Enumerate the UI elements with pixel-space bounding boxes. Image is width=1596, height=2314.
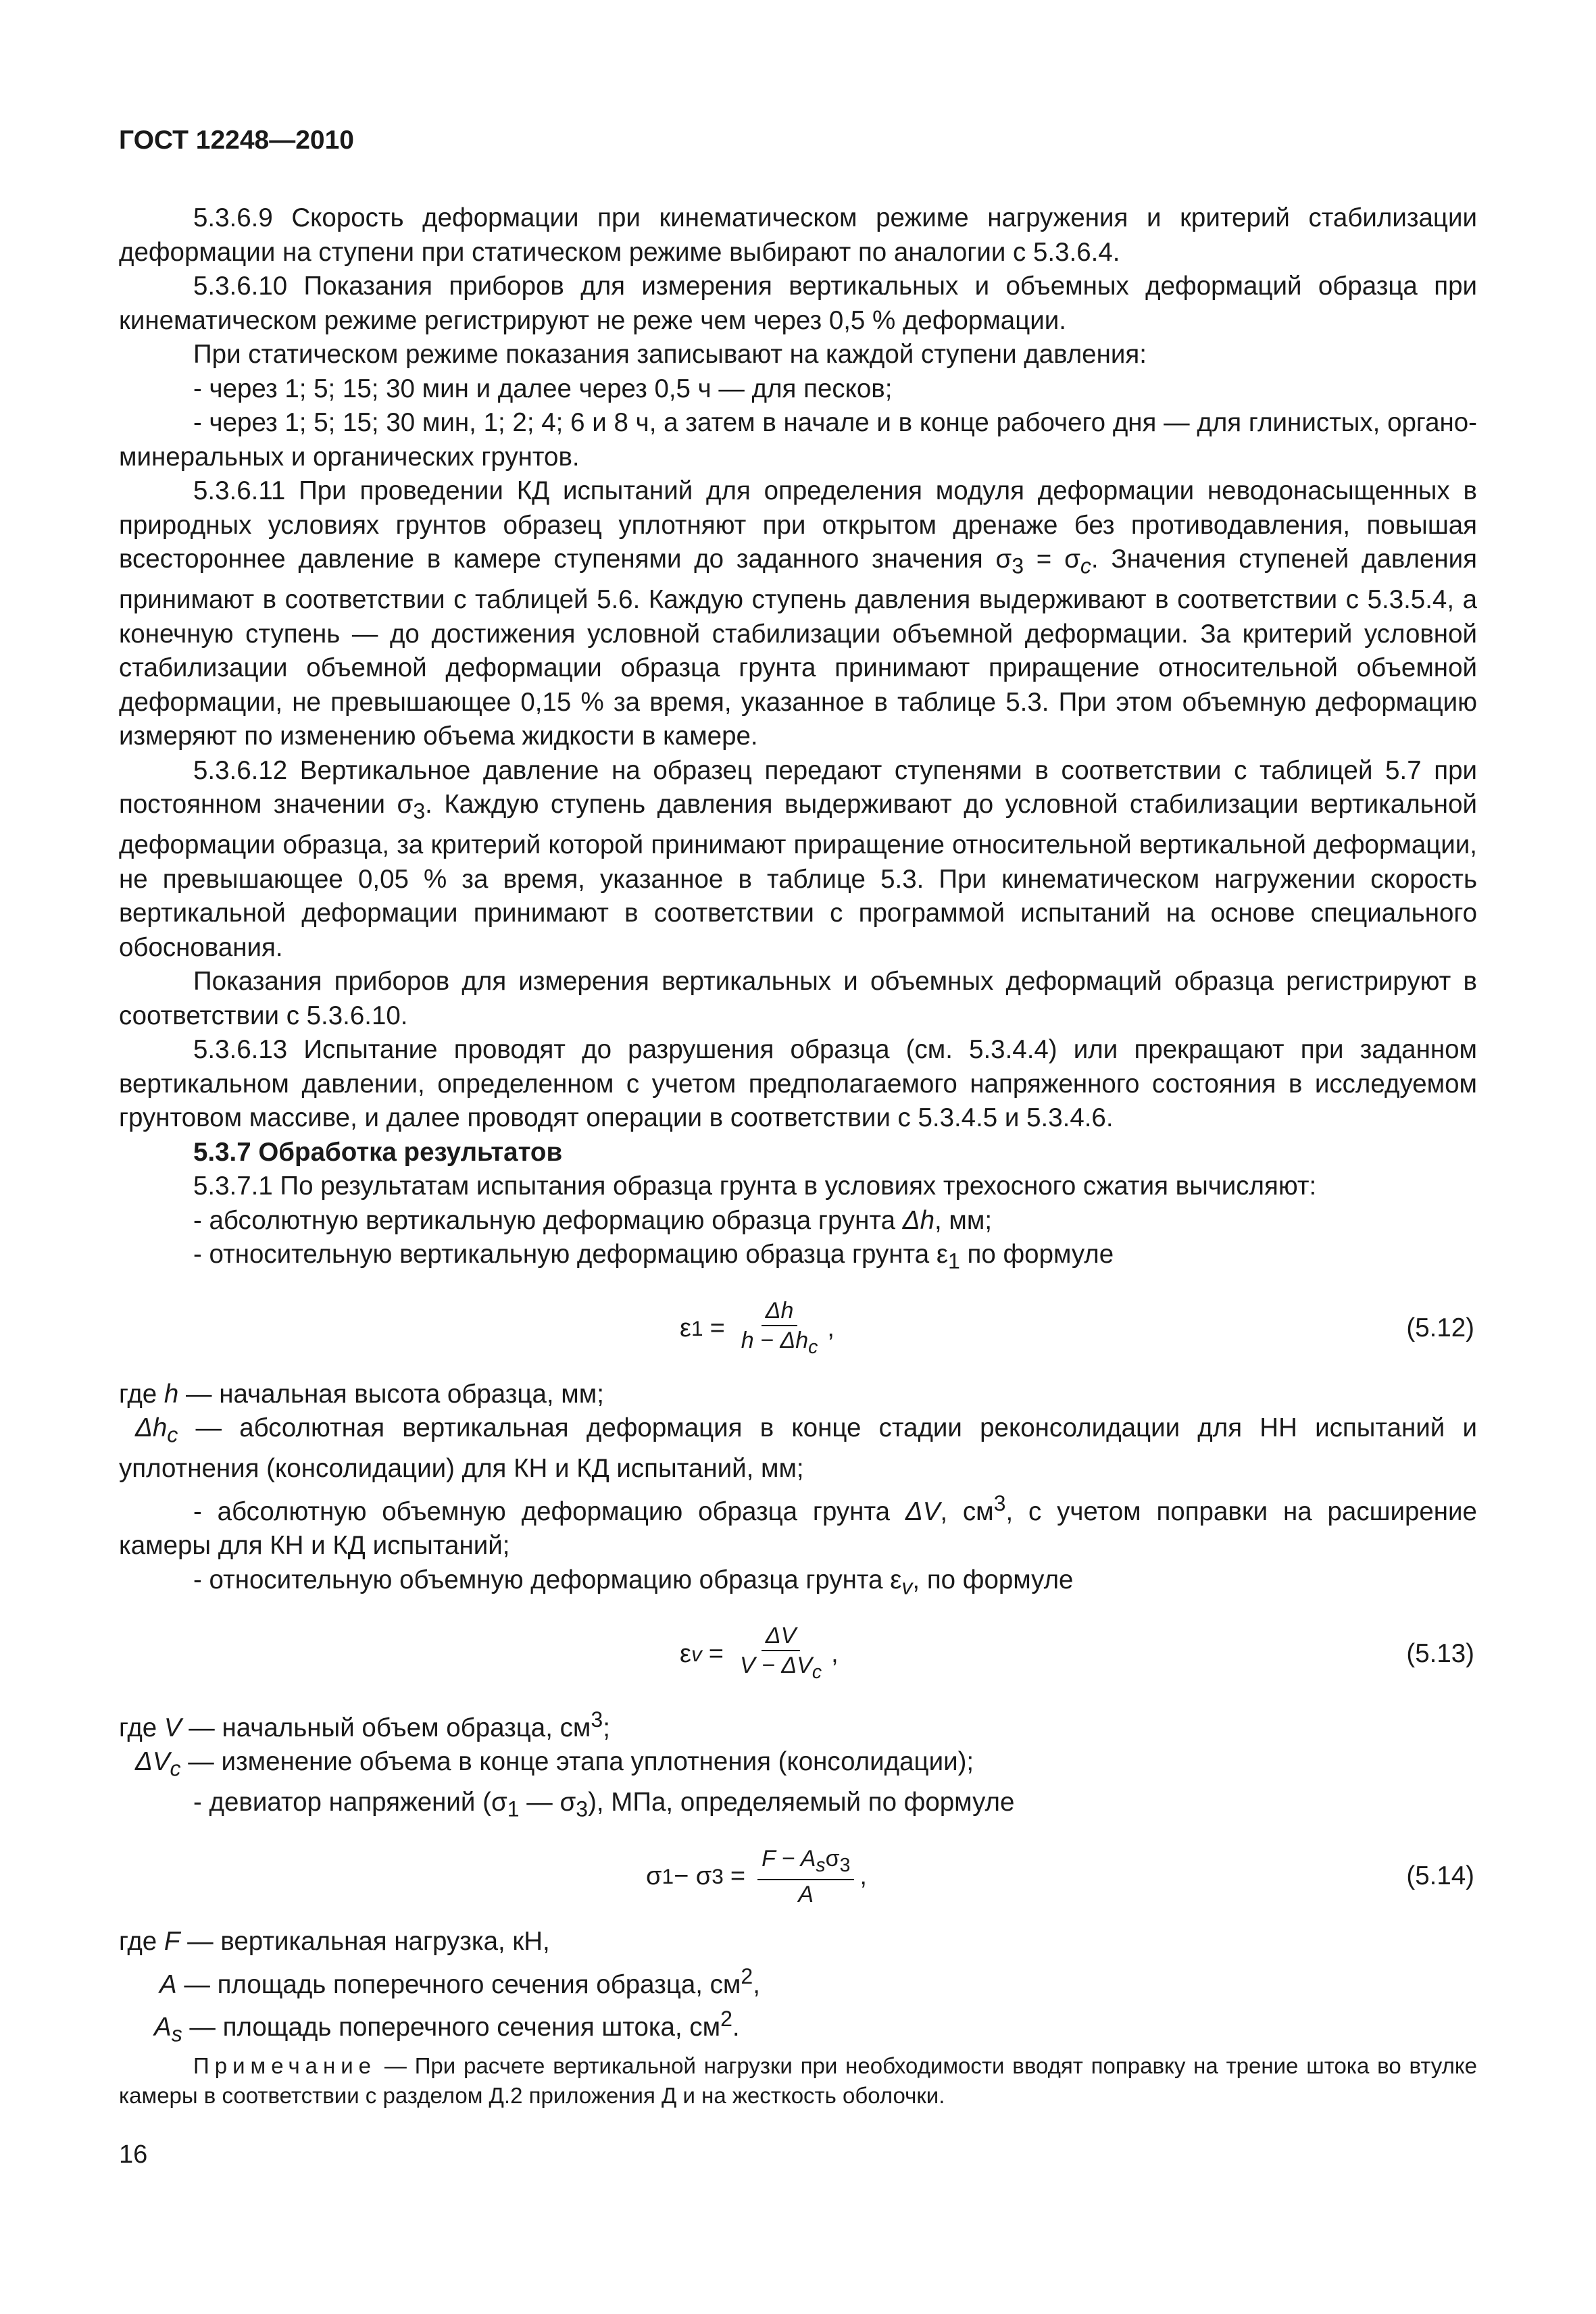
where-a: A — площадь поперечного сечения образца, $см^2$,: [159, 1963, 760, 1999]
paragraph-readings: Показания приборов для измерения вертикальных и объемных деформаций образца регистрируют в соответствии с 5.3.6.10.: [119, 967, 1477, 1030]
formula-5-13: ε v = $\frac{\Delta V}{V - \Delta V_c}$ , (5.13): [119, 1613, 1477, 1694]
formula-5-14: σ 1 − σ 3 = $\frac{F - A_s\sigma_3}{A}$ , (5.14): [119, 1836, 1477, 1917]
where-f: где F — вертикальная нагрузка, кН,: [119, 1927, 550, 1957]
paragraph-5-3-6-9: 5.3.6.9 Скорость деформации при кинематическом режиме нагружения и критерий стабилизации деформации на ступени при статическом режиме выбирают по аналогии с 5.3.6.4.: [119, 203, 1477, 267]
note: Примечание — При расчете вертикальной нагрузки при необходимости вводят поправку на трение штока во втулке камеры в соответствии с разделом Д.2 приложения Д и на жесткость оболочки.: [119, 2053, 1477, 2109]
where-as: $A_s$ — площадь поперечного сечения штока, $см^2$.: [154, 2007, 740, 2046]
list-item-sands: - через 1; 5; 15; 30 мин и далее через 0,5 ч — для песков;: [193, 374, 893, 403]
list-item-abs-vertical: - абсолютную вертикальную деформацию образца грунта Δh, мм;: [193, 1205, 993, 1235]
where-v: где V — начальный объем образца, $см^3$;: [119, 1707, 610, 1742]
document-header: ГОСТ 12248—2010: [119, 126, 354, 155]
fraction: $\frac{F - A_s\sigma_3}{A}$: [757, 1844, 854, 1909]
where-h: где h — начальная высота образца, мм;: [119, 1379, 604, 1409]
list-item-rel-vertical: - относительную вертикальную деформацию образца грунта $\varepsilon_1$ по формуле: [193, 1240, 1114, 1274]
paragraph-static-mode: При статическом режиме показания записывают на каждой ступени давления:: [193, 340, 1147, 369]
formula-number: (5.13): [1406, 1638, 1474, 1668]
paragraph-5-3-6-12: 5.3.6.12 Вертикальное давление на образец передают ступенями в соответствии с таблицей 5.7 при постоянном значении $\sigma_3$. Каждую ступень давления выдерживают до условной стабилизации вертикальной деформации образца, за критерий которой принимают приращение относительной вертикальной деформации, не превышающее 0,05 % за время, указанное в таблице 5.3. При кинематическом нагружении скорость вертикальной деформации принимают в соответствии с программой испытаний на основе специального обоснования.: [119, 755, 1477, 962]
list-item-rel-volume: - относительную объемную деформацию образца грунта $\varepsilon_v$, по формуле: [193, 1565, 1074, 1599]
list-item-abs-volume: - абсолютную объемную деформацию образца грунта ΔV, $см^3$, с учетом поправки на расширение камеры для КН и КД испытаний;: [119, 1490, 1477, 1561]
fraction: $\frac{\Delta h}{h - \Delta h_c}$: [741, 1297, 818, 1358]
paragraph-5-3-6-10: 5.3.6.10 Показания приборов для измерения вертикальных и объемных деформаций образца при кинематическом режиме регистрируют не реже чем через 0,5 % деформации.: [119, 272, 1477, 335]
formula-number: (5.14): [1406, 1861, 1474, 1891]
formula-5-12: ε 1 = $\frac{\Delta h}{h - \Delta h_c}$ , (5.12): [119, 1288, 1477, 1369]
paragraph-5-3-6-11: 5.3.6.11 При проведении КД испытаний для определения модуля деформации неводонасыщенных в природных условиях грунтов образец уплотняют при открытом дренаже без противодавления, повышая всестороннее давление в камере ступенями до заданного значения $\sigma_3 = \sigma_c$. Значения ступеней давления принимают в соответствии с таблицей 5.6. Каждую ступень давления выдерживают в соответствии с 5.3.5.4, а конечную ступень — до достижения условной стабилизации объемной деформации. За критерий условной стабилизации объемной деформации образца грунта принимают приращение относительной объемной деформации, не превышающее 0,15 % за время, указанное в таблице 5.3. При этом объемную деформацию измеряют по изменению объема жидкости в камере.: [119, 476, 1477, 751]
paragraph-5-3-6-13: 5.3.6.13 Испытание проводят до разрушения образца (см. 5.3.4.4) или прекращают при заданном вертикальном давлении, определенном с учетом предполагаемого напряженного состояния в исследуемом грунтовом массиве, и далее проводят операции в соответствии с 5.3.4.5 и 5.3.4.6.: [119, 1035, 1477, 1133]
list-item-clays: - через 1; 5; 15; 30 мин, 1; 2; 4; 6 и 8 ч, а затем в начале и в конце рабочего дня — для глинистых, органо-минеральных и органических грунтов.: [119, 408, 1477, 472]
document-body: [119, 201, 1477, 2111]
list-item-deviator: - девиатор напряжений ($\sigma_1$ — $\sigma_3$), МПа, определяемый по формуле: [193, 1788, 1015, 1821]
formula-number: (5.12): [1406, 1313, 1474, 1343]
fraction: $\frac{\Delta V}{V - \Delta V_c}$: [739, 1622, 822, 1683]
page-number: 16: [119, 2140, 148, 2169]
paragraph-5-3-7-1: 5.3.7.1 По результатам испытания образца грунта в условиях трехосного сжатия вычисляют:: [193, 1172, 1317, 1201]
where-dhc: $\Delta h_c$ — абсолютная вертикальная деформация в конце стадии реконсолидации для НН испытаний и уплотнения (консолидации) для КН и КД испытаний, мм;: [119, 1413, 1477, 1484]
where-dvc: $\Delta V_c$ — изменение объема в конце этапа уплотнения (консолидации);: [135, 1747, 974, 1781]
section-heading: 5.3.7 Обработка результатов: [193, 1137, 563, 1167]
